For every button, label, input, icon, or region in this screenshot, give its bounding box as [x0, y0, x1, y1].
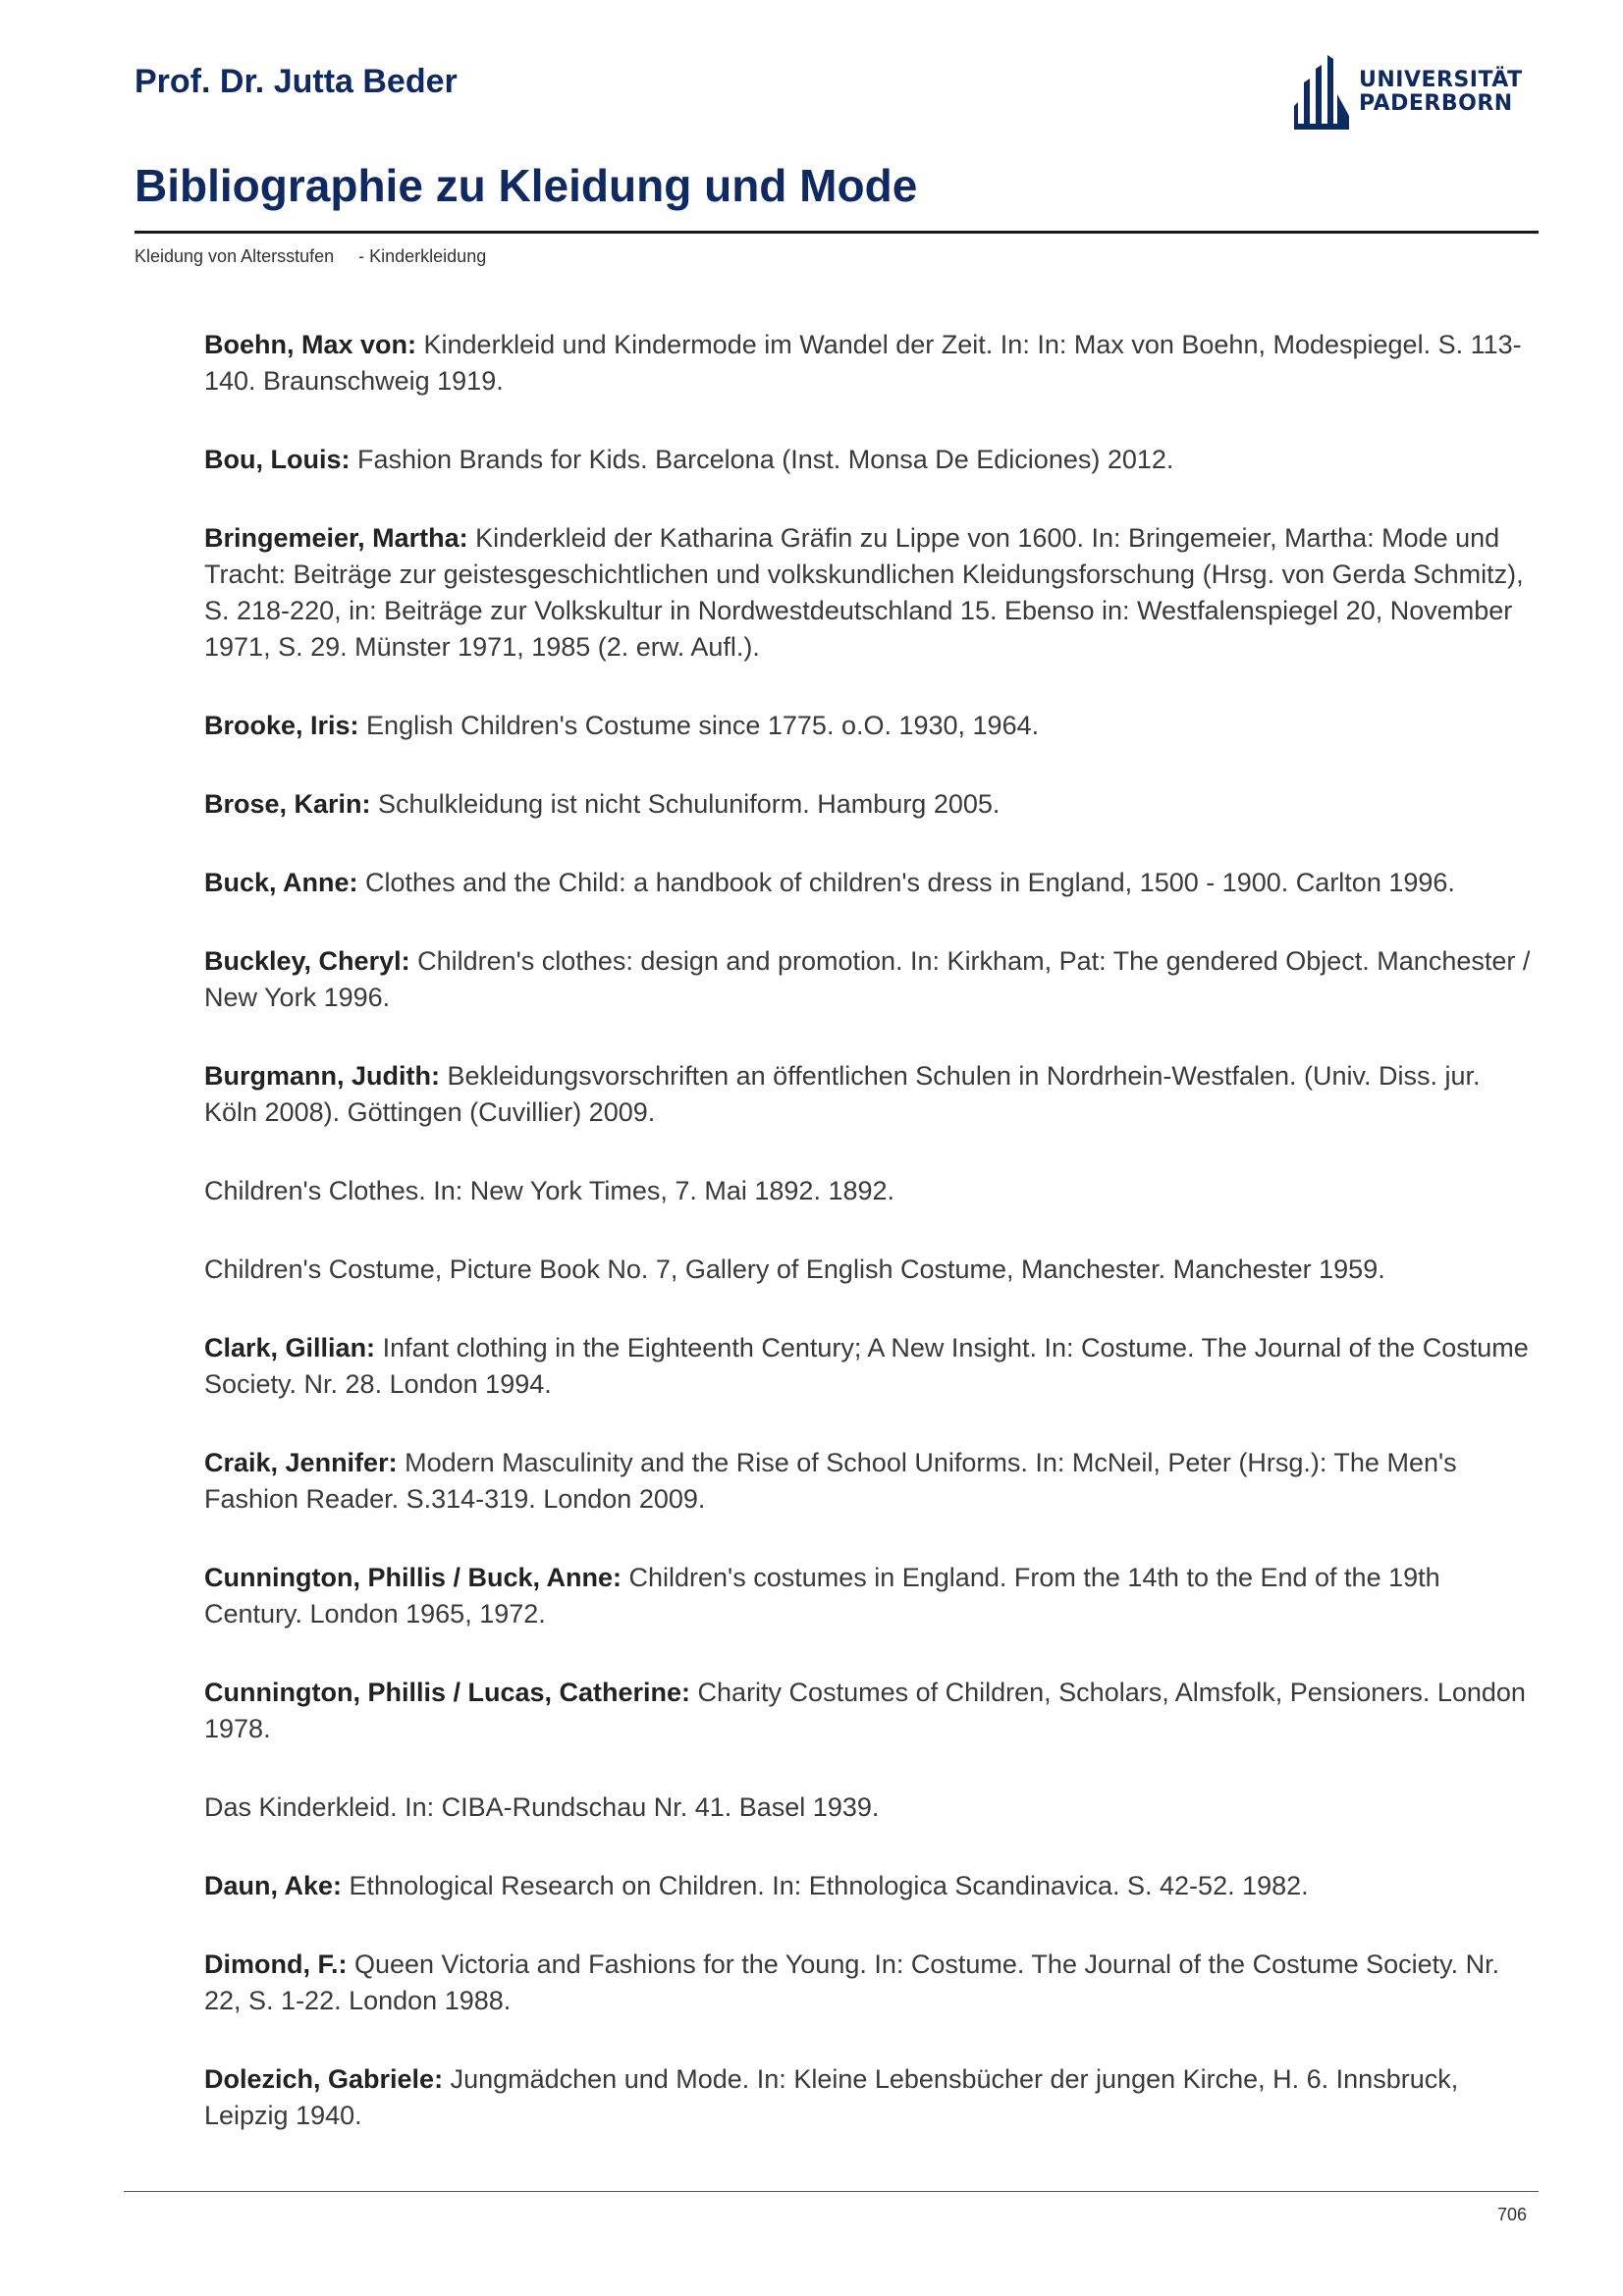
bibliography-entry [204, 943, 1540, 1016]
entry-text: Das Kinderkleid. In: CIBA-Rundschau Nr. 41. Basel 1939. [204, 1792, 880, 1822]
bibliography-entry [204, 1675, 1540, 1747]
bibliography-entry [204, 442, 1540, 478]
bibliography-entry [204, 1445, 1540, 1518]
entry-author: Brooke, Iris: [204, 711, 359, 740]
logo-wordmark [1359, 69, 1523, 116]
entry-author: Dolezich, Gabriele: [204, 2064, 444, 2094]
entry-text: Modern Masculinity and the Rise of School Uniforms. In: McNeil, Peter (Hrsg.): The Men's Fashion Reader. S.314-319. London 2009. [204, 1448, 1457, 1514]
entry-text: Clothes and the Child: a handbook of children's dress in England, 1500 - 1900. Carlton 1996. [357, 868, 1455, 897]
entry-author: Daun, Ake: [204, 1871, 343, 1900]
entry-author: Cunnington, Phillis / Lucas, Catherine: [204, 1678, 691, 1707]
bibliography-entry [204, 327, 1540, 400]
entry-text: Kinderkleid und Kindermode im Wandel der Zeit. In: In: Max von Boehn, Modespiegel. S. 113-140. Braunschweig 1919. [204, 330, 1522, 396]
entry-text: English Children's Costume since 1775. o.O. 1930, 1964. [358, 711, 1040, 740]
entry-text: Charity Costumes of Children, Scholars, Almsfolk, Pensioners. London 1978. [204, 1678, 1526, 1743]
bibliography-entry [204, 1560, 1540, 1632]
bibliography-list [204, 327, 1540, 2176]
logo-line-1: UNIVERSITÄT [1359, 68, 1523, 92]
breadcrumb: Kleidung von Altersstufen - Kinderkleidung [135, 246, 487, 266]
author-name: Prof. Dr. Jutta Beder [135, 63, 458, 100]
page-title: Bibliographie zu Kleidung und Mode [135, 160, 918, 211]
entry-author: Dimond, F.: [204, 1949, 348, 1979]
logo-line-2: PADERBORN [1359, 91, 1513, 116]
entry-text: Bekleidungsvorschriften an öffentlichen Schulen in Nordrhein-Westfalen. (Univ. Diss. jur. Köln 2008). Göttingen (Cuvillier) 2009. [204, 1061, 1481, 1127]
entry-author: Bou, Louis: [204, 445, 351, 474]
entry-text: Children's Costume, Picture Book No. 7, Gallery of English Costume, Manchester. Manchester 1959. [204, 1255, 1385, 1284]
entry-text: Queen Victoria and Fashions for the Young. In: Costume. The Journal of the Costume Society. Nr. 22, S. 1-22. London 1988. [204, 1949, 1500, 2015]
entry-author: Craik, Jennifer: [204, 1448, 398, 1477]
page-number: 706 [1496, 2205, 1527, 2224]
university-logo [1294, 51, 1523, 133]
entry-author: Cunnington, Phillis / Buck, Anne: [204, 1563, 622, 1592]
bibliography-entry [204, 1868, 1540, 1904]
entry-author: Boehn, Max von: [204, 330, 417, 359]
bibliography-entry [204, 865, 1540, 901]
entry-author: Brose, Karin: [204, 789, 371, 819]
entry-author: Burgmann, Judith: [204, 1061, 440, 1091]
bibliography-entry [204, 1252, 1540, 1288]
entry-text: Schulkleidung ist nicht Schuluniform. Hamburg 2005. [370, 789, 1001, 819]
bibliography-entry [204, 2061, 1540, 2134]
entry-author: Clark, Gillian: [204, 1333, 376, 1362]
bibliography-entry [204, 1789, 1540, 1826]
bibliography-entry [204, 1058, 1540, 1131]
entry-author: Bringemeier, Martha: [204, 523, 468, 553]
bibliography-entry [204, 708, 1540, 744]
university-paderborn-logo-icon [1294, 55, 1349, 130]
entry-text: Children's costumes in England. From the 14th to the End of the 19th Century. London 1965, 1972. [204, 1563, 1440, 1629]
entry-text: Fashion Brands for Kids. Barcelona (Inst. Monsa De Ediciones) 2012. [350, 445, 1174, 474]
entry-text: Children's clothes: design and promotion. In: Kirkham, Pat: The gendered Object. Manchester / New York 1996. [204, 946, 1531, 1012]
entry-text: Ethnological Research on Children. In: Ethnologica Scandinavica. S. 42-52. 1982. [342, 1871, 1309, 1900]
entry-text: Jungmädchen und Mode. In: Kleine Lebensbücher der jungen Kirche, H. 6. Innsbruck, Leipzig 1940. [204, 2064, 1459, 2130]
bibliography-entry [204, 1330, 1540, 1403]
entry-author: Buckley, Cheryl: [204, 946, 410, 976]
entry-text: Kinderkleid der Katharina Gräfin zu Lippe von 1600. In: Bringemeier, Martha: Mode und Tracht: Beiträge zur geistesgeschichtlichen und volkskundlichen Kleidungsforschung (Hrsg. von Gerda Schmitz), S. 218-220, in: Beiträge zur Volkskultur in Nordwestdeutschland 15. Ebenso in: Westfalenspiegel 20, November 1971, S. 29. Münster 1971, 1985 (2. erw. Aufl.). [204, 523, 1524, 662]
bibliography-entry [204, 786, 1540, 823]
entry-text: Infant clothing in the Eighteenth Century; A New Insight. In: Costume. The Journal of the Costume Society. Nr. 28. London 1994. [204, 1333, 1529, 1399]
header-divider [135, 231, 1539, 234]
entry-author: Buck, Anne: [204, 868, 358, 897]
bibliography-entry [204, 1173, 1540, 1209]
entry-text: Children's Clothes. In: New York Times, 7. Mai 1892. 1892. [204, 1176, 895, 1205]
footer-divider [124, 2191, 1539, 2192]
bibliography-entry [204, 520, 1540, 666]
bibliography-entry [204, 1947, 1540, 2019]
